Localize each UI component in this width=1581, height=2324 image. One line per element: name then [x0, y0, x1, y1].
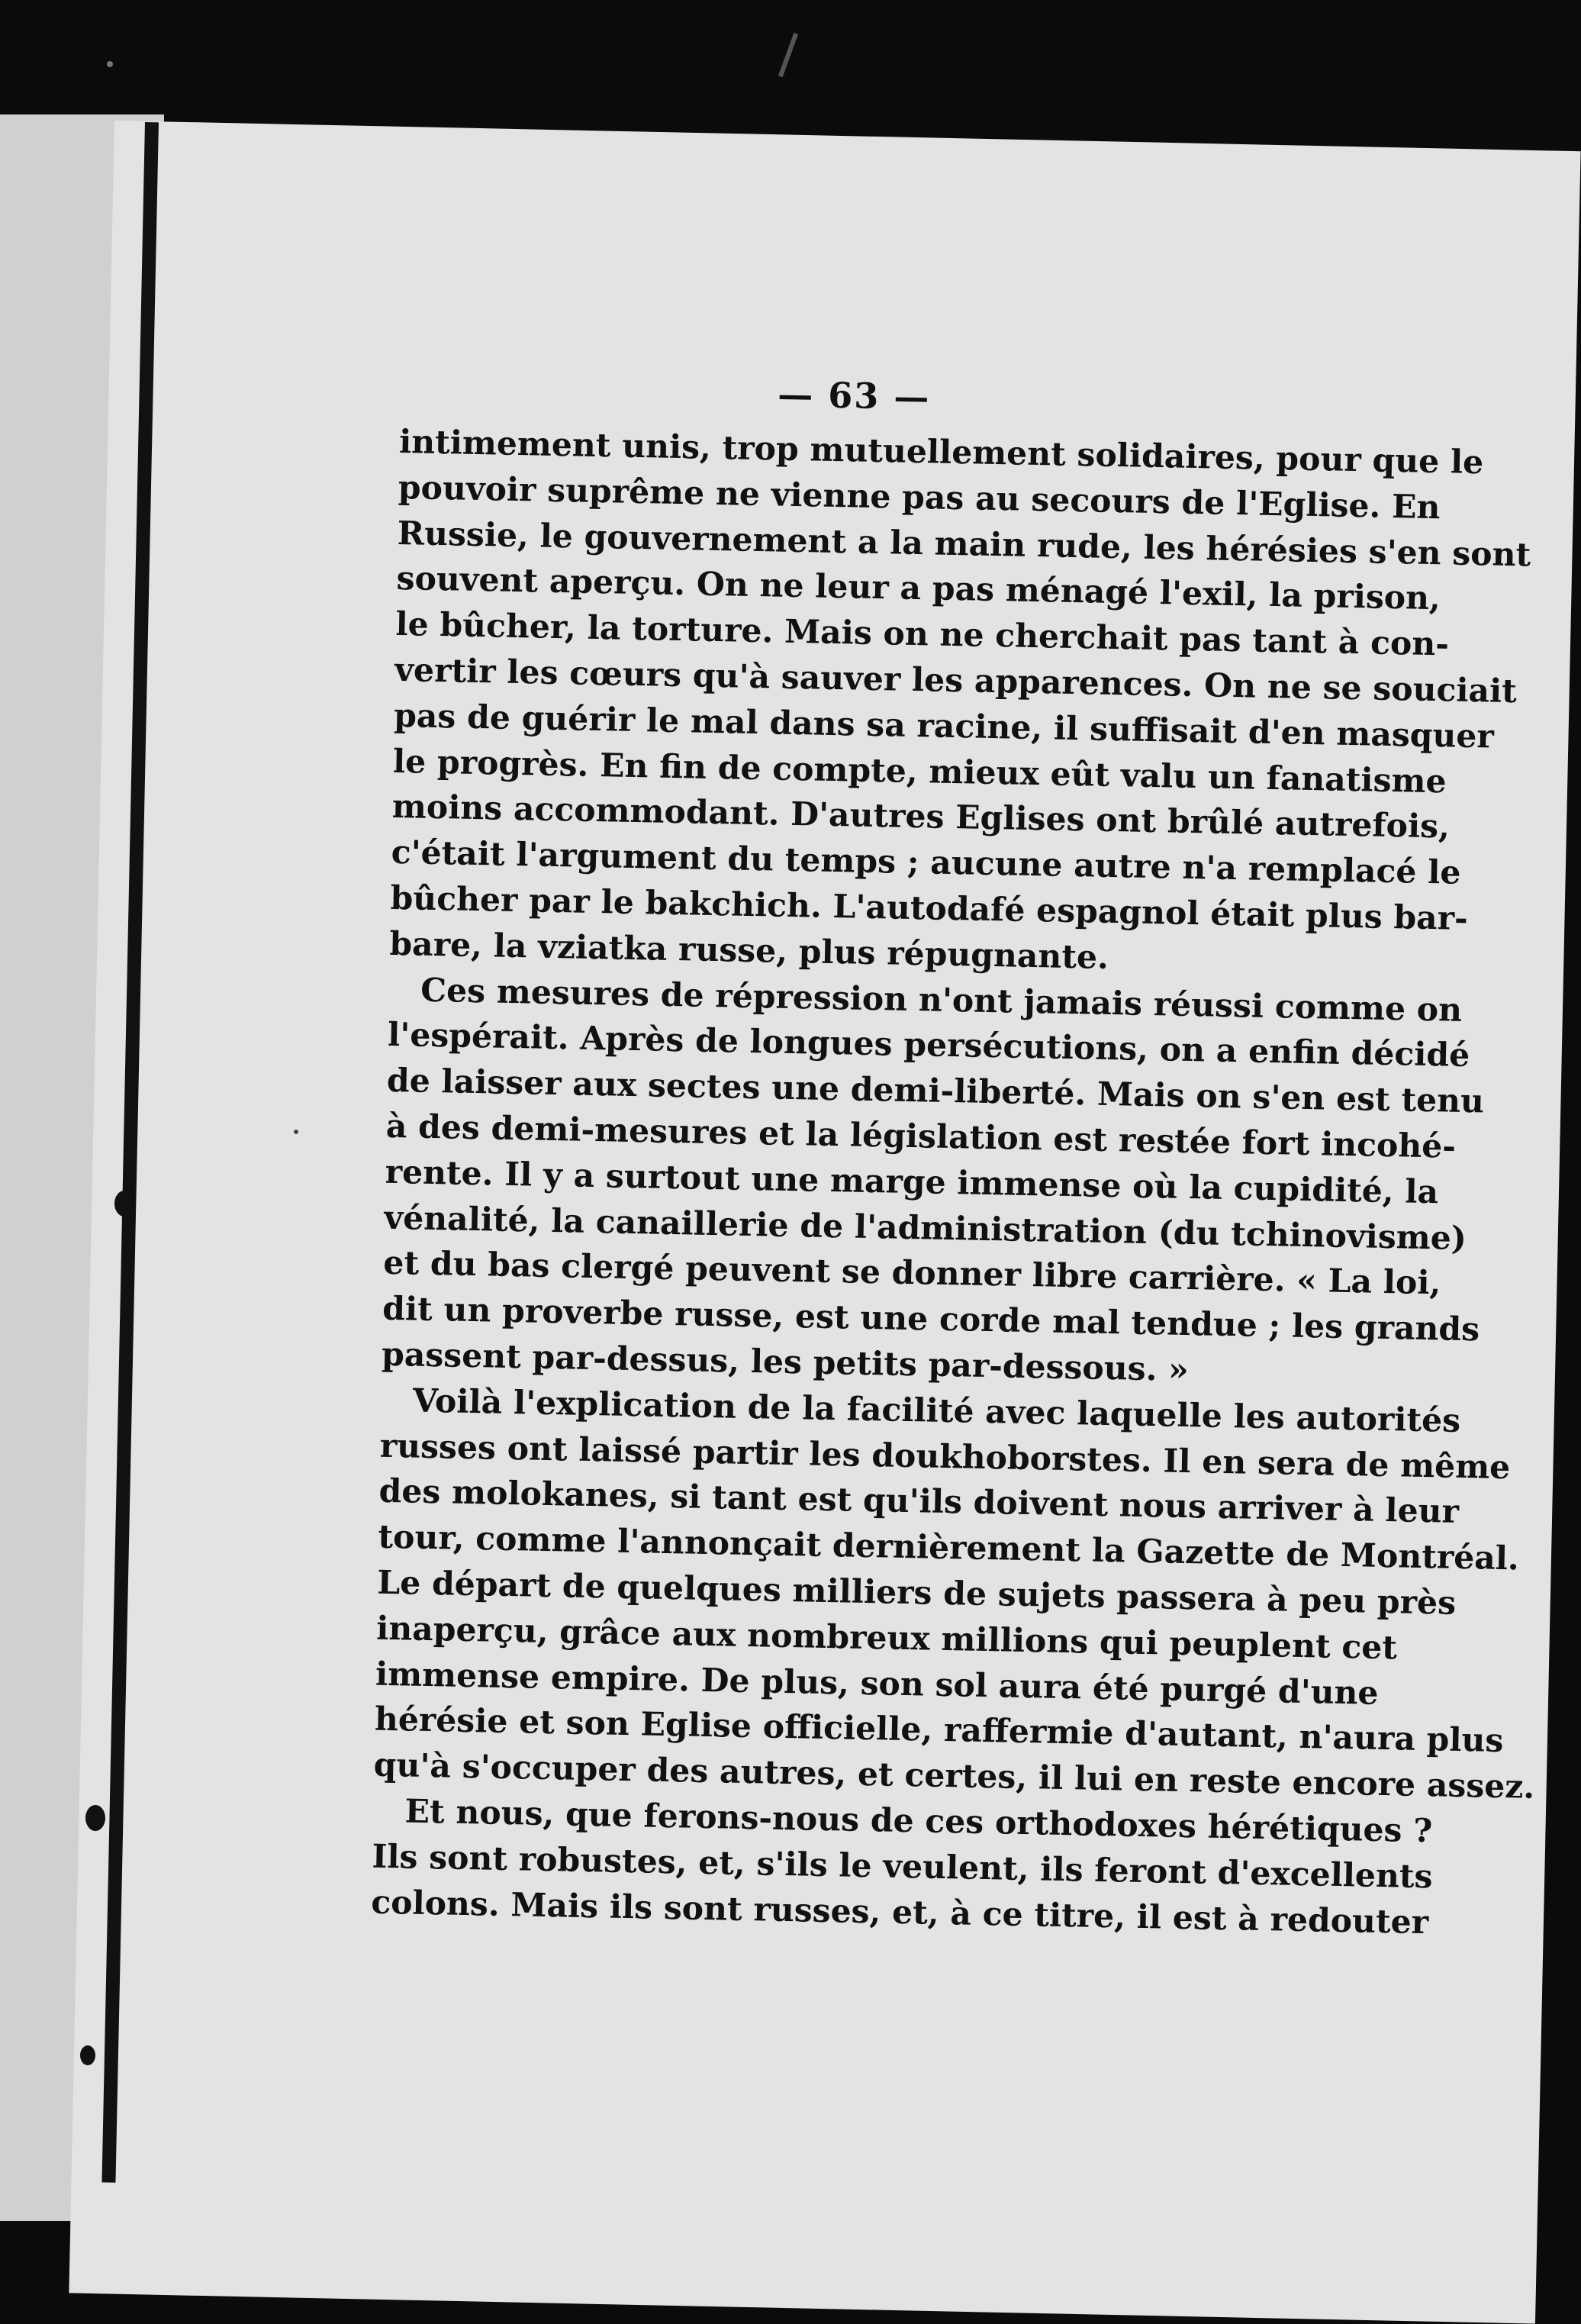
text-line: passent par-dessus, les petits par-dessous. »: [381, 1335, 1190, 1390]
text-line: inaperçu, grâce aux nombreux millions qui peuplent cet: [375, 1609, 1398, 1668]
text-line: Ces mesures de répression n'ont jamais réussi comme on: [420, 971, 1463, 1030]
text-line: le bûcher, la torture. Mais on ne cherchait pas tant à con-: [395, 605, 1450, 664]
page-text: [370, 366, 1535, 1943]
text-line: russes ont laissé partir les doukhoborstes. Il en sera de même: [379, 1426, 1511, 1487]
text-line: de laisser aux sectes une demi-liberté. Mais on s'en est tenu: [386, 1061, 1485, 1121]
paragraph-2: [381, 967, 1485, 1395]
text-line: bûcher par le bakchich. L'autodafé espagnol était plus bar-: [390, 878, 1469, 938]
text-line: des molokanes, si tant est qu'ils doivent nous arriver à leur: [378, 1472, 1460, 1532]
text-line: vertir les cœurs qu'à sauver les apparences. On ne se souciait: [394, 650, 1518, 711]
scan-speck: [107, 61, 113, 67]
binding-mark: [80, 2045, 95, 2065]
text-line: hérésie et son Eglise officielle, raffermie d'autant, n'aura plus: [374, 1700, 1504, 1761]
text-line: rente. Il y a surtout une marge immense où la cupidité, la: [385, 1152, 1439, 1212]
scan-speck: [778, 33, 798, 77]
text-line: pas de guérir le mal dans sa racine, il suffisait d'en masquer: [393, 696, 1495, 756]
paragraph-4: [370, 1789, 1433, 1943]
text-line: Et nous, que ferons-nous de ces orthodoxes hérétiques ?: [404, 1792, 1433, 1851]
paragraph-1: [388, 420, 1531, 985]
text-line: Russie, le gouvernement a la main rude, les hérésies s'en sont: [397, 514, 1531, 575]
text-line: et du bas clergé peuvent se donner libre carrière. « La loi,: [382, 1244, 1441, 1303]
text-line: tour, comme l'annonçait dernièrement la Gazette de Montréal.: [378, 1517, 1520, 1578]
text-line: colons. Mais ils sont russes, et, à ce titre, il est à redouter: [370, 1883, 1429, 1942]
scan-speck: [294, 1130, 298, 1134]
text-line: qu'à s'occuper des autres, et certes, il lui en reste encore assez.: [373, 1745, 1535, 1807]
binding-mark: [85, 1805, 105, 1831]
text-line: dit un proverbe russe, est une corde mal tendue ; les grands: [382, 1289, 1480, 1349]
text-line: c'était l'argument du temps ; aucune autre n'a remplacé le: [391, 833, 1461, 892]
text-line: moins accommodant. D'autres Eglises ont brûlé autrefois,: [391, 788, 1451, 846]
text-line: à des demi-mesures et la législation est restée fort incohé-: [385, 1107, 1457, 1166]
text-line: intimement unis, trop mutuellement solidaires, pour que le: [398, 422, 1484, 482]
text-line: le progrès. En fin de compte, mieux eût valu un fanatisme: [392, 742, 1447, 801]
text-line: Le départ de quelques milliers de sujets passera à peu près: [376, 1563, 1457, 1623]
text-line: souvent aperçu. On ne leur a pas ménagé l'exil, la prison,: [396, 559, 1441, 618]
paragraph-3: [373, 1378, 1535, 1807]
text-line: Voilà l'explication de la facilité avec laquelle les autorités: [412, 1381, 1461, 1440]
text-line: l'espérait. Après de longues persécutions, on a enfin décidé: [387, 1016, 1470, 1075]
page-number: — 63 —: [777, 373, 931, 418]
text-line: Ils sont robustes, et, s'ils le veulent, ils feront d'excellents: [372, 1837, 1433, 1897]
text-line: bare, la vziatka russe, plus répugnante.: [388, 924, 1109, 977]
text-line: vénalité, la canaillerie de l'administration (du tchinovisme): [384, 1198, 1467, 1258]
text-line: pouvoir suprême ne vienne pas au secours de l'Eglise. En: [398, 468, 1441, 527]
binding-mark: [114, 1191, 134, 1217]
text-line: immense empire. De plus, son sol aura été purgé d'une: [375, 1655, 1379, 1713]
